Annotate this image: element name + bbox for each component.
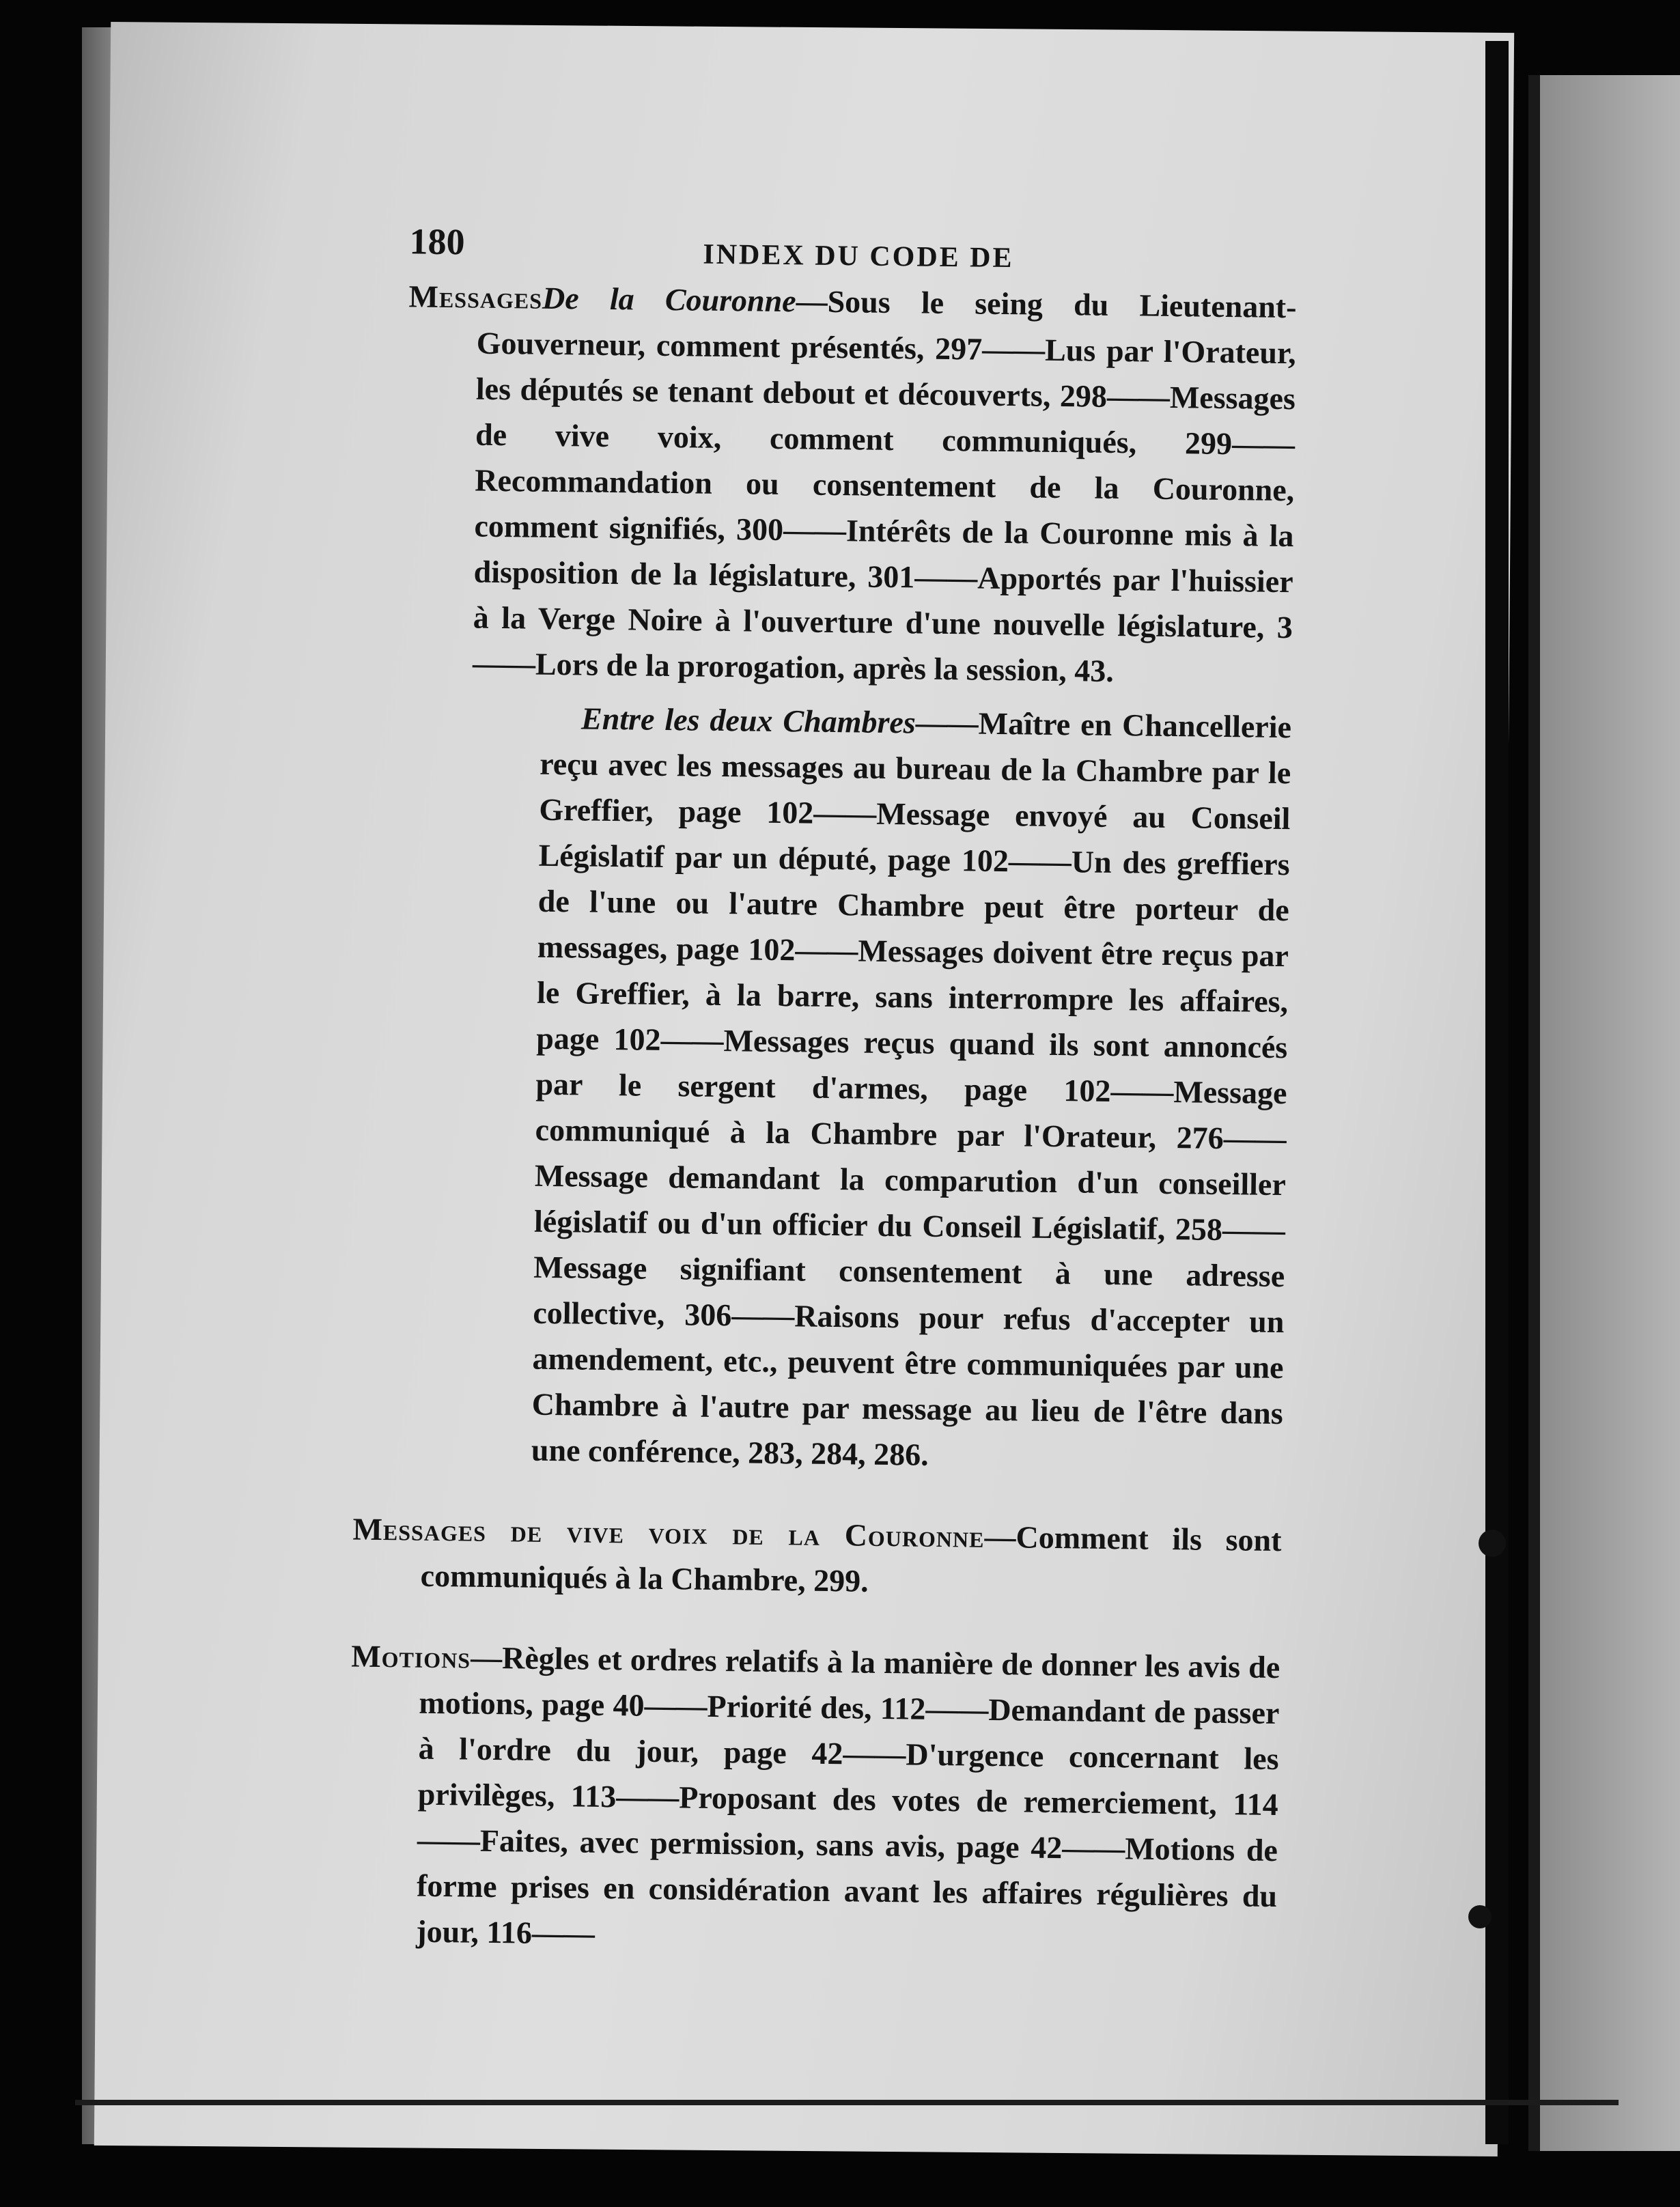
index-page-content xyxy=(350,219,1298,2000)
scan-bottom-edge xyxy=(75,2100,1619,2105)
entry-heading: Messages de vive voix de la Couronne xyxy=(352,1511,985,1554)
running-title: INDEX DU CODE DE xyxy=(703,238,1014,275)
entry-text: —Comment ils sont communiqués à la Chambre, 299. xyxy=(420,1519,1282,1599)
index-subentry-chambres xyxy=(463,694,1292,1482)
subentry-heading: Entre les deux Chambres xyxy=(580,701,916,740)
adjacent-page xyxy=(1540,75,1680,2151)
entry-text: —Règles et ordres relatifs à la manière de donner les avis de motions, page 40——Priorité des, 112——Demandant de passer à l'ordre du jour, page 42——D'urgence concernant les privilèges, 113——Proposant des votes de remerciement, 114——Faites, avec permission, sans avis, page 42——Motions de forme prises en considération avant les affaires régulières du jour, 116—— xyxy=(416,1640,1280,1951)
index-entry-messages-vive-voix xyxy=(352,1506,1282,1609)
index-entry-motions xyxy=(348,1633,1280,1965)
book-gutter xyxy=(1485,41,1509,2144)
ink-blot xyxy=(1479,1530,1506,1557)
index-entry-messages xyxy=(395,273,1297,1482)
right-page-edge xyxy=(1528,75,1541,2151)
ink-blot xyxy=(1468,1905,1492,1928)
page-header xyxy=(389,219,1298,284)
entry-text: —Sous le seing du Lieutenant-Gouverneur, comment présentés, 297——Lus par l'Orateur, les députés se tenant debout et découverts, 298——Messages de vive voix, comment communiqués, 299——Recommandation ou consentement de la Couronne, comment signifiés, 300——Intérêts de la Couronne mis à la disposition de la législature, 301——Apportés par l'huissier à la Verge Noire à l'ouverture d'une nouvelle législature, 3——Lors de la prorogation, après la session, 43. xyxy=(472,283,1297,689)
page-number: 180 xyxy=(409,221,465,263)
entry-subheading: De la Couronne xyxy=(542,280,796,319)
entry-heading: Messages xyxy=(408,279,543,315)
entry-heading: Motions xyxy=(350,1638,471,1675)
subentry-text: ——Maître en Chancellerie reçu avec les messages au bureau de la Chambre par le Greffier, page 102——Message envoyé au Conseil Législatif par un député, page 102——Un des greffiers de l'une ou l'autre Chambre peut être porteur de messages, page 102——Messages doivent être reçus par le Greffier, à la barre, sans interrompre les affaires, page 102——Messages reçus quand ils sont annoncés par le sergent d'armes, page 102——Message communiqué à la Chambre par l'Orateur, 276——Message demandant la comparution d'un conseiller législatif ou d'un officier du Conseil Législatif, 258——Message signifiant consentement à une adresse collective, 306——Raisons pour refus d'accepter un amendement, etc., peuvent être communiquées par une Chambre à l'autre par message au lieu de l'être dans une conférence, 283, 284, 286. xyxy=(531,705,1292,1472)
